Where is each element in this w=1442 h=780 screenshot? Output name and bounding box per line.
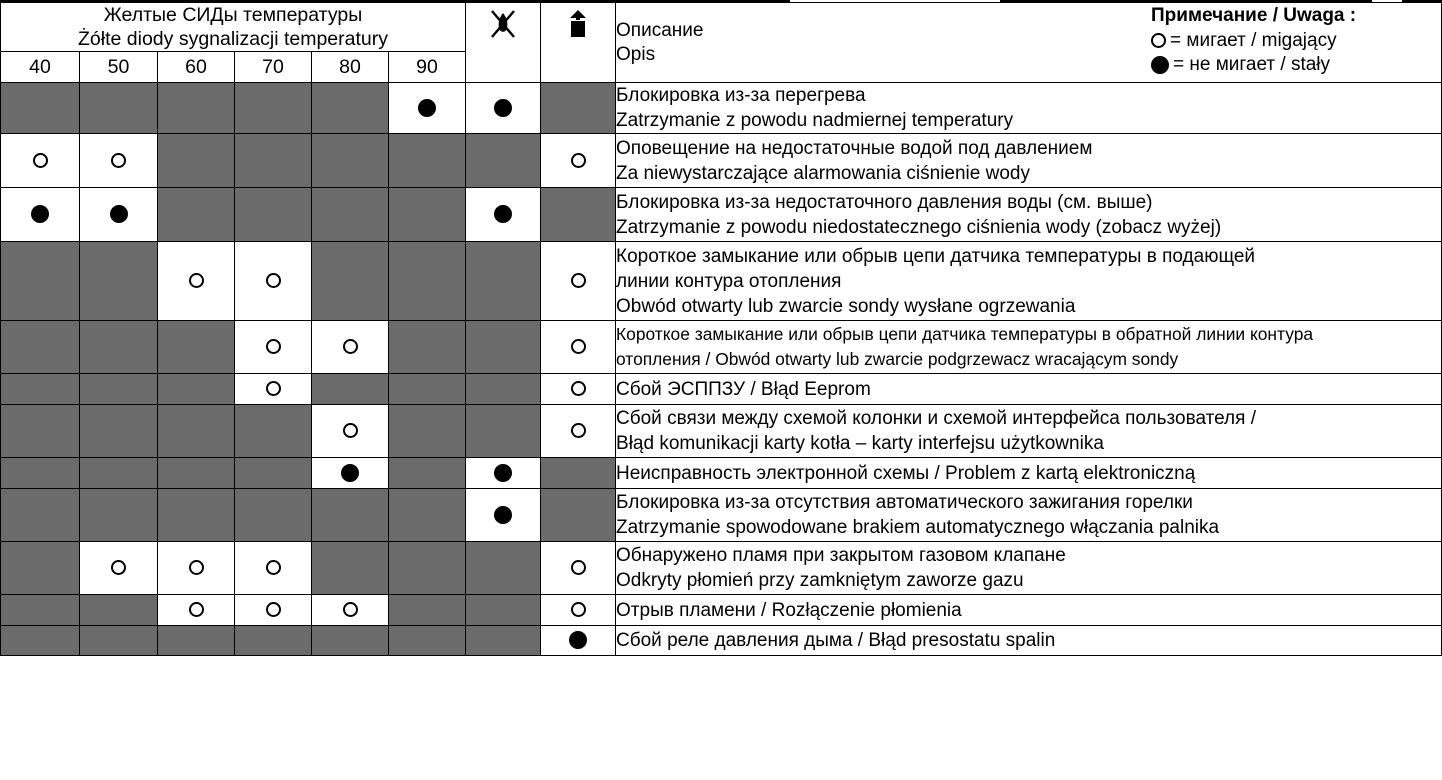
led-40-cell: [1, 188, 80, 242]
table-row: [1, 626, 1442, 656]
led-90-cell: [389, 595, 466, 626]
led-80-cell: [312, 542, 389, 595]
description-cell: [616, 134, 1442, 188]
header-row-titles: [1, 3, 1442, 52]
led-50-cell: [80, 321, 158, 374]
blinking-led-icon: [571, 273, 586, 288]
yellow-leds-title-pl: Żółte diody sygnalizacji temperatury: [78, 28, 388, 50]
led-70-cell: [235, 242, 312, 321]
description-title-pl: Opis: [616, 43, 656, 65]
description-line: Odkryty płomień przy zamkniętym zaworze gazu: [616, 570, 1024, 591]
description-line: Obwód otwarty lub zwarcie sondy wysłane ogrzewania: [616, 295, 1076, 317]
flame-lockout-icon: [490, 9, 516, 39]
table-row: [1, 134, 1442, 188]
led-80-cell: [312, 595, 389, 626]
led-80-cell: [312, 83, 389, 134]
led-40-cell: [1, 83, 80, 134]
led-40-cell: [1, 626, 80, 656]
led-90-cell: [389, 374, 466, 405]
description-line: Zatrzymanie z powodu nadmiernej temperatury: [616, 110, 1014, 131]
led-70-cell: [235, 595, 312, 626]
led-70-cell: [235, 374, 312, 405]
led-error-table: [0, 2, 1442, 656]
led-80-cell: [312, 188, 389, 242]
flame-lockout-cell: [466, 405, 541, 458]
blinking-led-icon: [571, 602, 586, 617]
led-40-cell: [1, 134, 80, 188]
note-steady: = не мигает / stały: [1173, 54, 1331, 75]
led-90-cell: [389, 489, 466, 542]
description-cell: [616, 374, 1442, 405]
chimney-cell: [541, 626, 616, 656]
table-row: [1, 405, 1442, 458]
blinking-led-icon: [266, 339, 281, 354]
description-cell: [616, 542, 1442, 595]
led-90-cell: [389, 83, 466, 134]
blinking-legend-icon: [1151, 33, 1166, 48]
led-70-cell: [235, 626, 312, 656]
temp-50-header: 50: [80, 52, 158, 83]
led-60-cell: [158, 489, 235, 542]
flame-lockout-cell: [466, 134, 541, 188]
description-line: Блокировка из-за недостаточного давления воды (см. выше): [616, 191, 1153, 213]
table-row: [1, 595, 1442, 626]
led-70-cell: [235, 489, 312, 542]
led-90-cell: [389, 405, 466, 458]
led-70-cell: [235, 321, 312, 374]
note-blinking: = мигает / migający: [1170, 29, 1337, 51]
led-90-cell: [389, 188, 466, 242]
chimney-icon: [568, 9, 588, 39]
description-cell: [616, 595, 1442, 626]
description-cell: [616, 83, 1442, 134]
led-50-cell: [80, 542, 158, 595]
led-60-cell: [158, 374, 235, 405]
temp-70-header: 70: [235, 52, 312, 83]
led-80-cell: [312, 242, 389, 321]
flame-lockout-cell: [466, 542, 541, 595]
description-line: Блокировка из-за отсутствия автоматического зажигания горелки: [616, 492, 1193, 513]
led-90-cell: [389, 626, 466, 656]
description-cell: [616, 458, 1442, 489]
description-cell: [616, 321, 1442, 374]
blinking-led-icon: [266, 602, 281, 617]
chimney-cell: [541, 489, 616, 542]
blinking-led-icon: [189, 273, 204, 288]
led-70-cell: [235, 134, 312, 188]
flame-lockout-header: [466, 3, 541, 83]
description-header: [616, 3, 1442, 83]
flame-lockout-cell: [466, 458, 541, 489]
table-row: [1, 458, 1442, 489]
chimney-cell: [541, 405, 616, 458]
led-40-cell: [1, 321, 80, 374]
led-40-cell: [1, 374, 80, 405]
flame-lockout-cell: [466, 83, 541, 134]
chimney-header: [541, 3, 616, 83]
led-80-cell: [312, 626, 389, 656]
led-60-cell: [158, 321, 235, 374]
blinking-led-icon: [189, 602, 204, 617]
description-line: отопления / Obwód otwarty lub zwarcie podgrzewacz wracającym sondy: [616, 349, 1179, 369]
flame-lockout-cell: [466, 321, 541, 374]
steady-led-icon: [110, 205, 128, 223]
table-row: [1, 489, 1442, 542]
led-70-cell: [235, 542, 312, 595]
description-line: Блокировка из-за перегрева: [616, 85, 866, 106]
led-70-cell: [235, 83, 312, 134]
led-70-cell: [235, 458, 312, 489]
led-60-cell: [158, 626, 235, 656]
blinking-led-icon: [266, 560, 281, 575]
description-line: Сбой реле давления дыма / Błąd presostatu spalin: [616, 630, 1056, 651]
temp-90-header: 90: [389, 52, 466, 83]
led-50-cell: [80, 626, 158, 656]
led-50-cell: [80, 134, 158, 188]
temp-80-header: 80: [312, 52, 389, 83]
led-80-cell: [312, 405, 389, 458]
description-cell: [616, 626, 1442, 656]
steady-led-icon: [494, 205, 512, 223]
legend-note: [1151, 4, 1356, 78]
temp-40-header: 40: [1, 52, 80, 83]
flame-lockout-cell: [466, 626, 541, 656]
led-60-cell: [158, 242, 235, 321]
led-90-cell: [389, 321, 466, 374]
led-50-cell: [80, 188, 158, 242]
description-line: Обнаружено пламя при закрытом газовом клапане: [616, 545, 1066, 566]
chimney-cell: [541, 595, 616, 626]
led-80-cell: [312, 458, 389, 489]
led-50-cell: [80, 374, 158, 405]
led-60-cell: [158, 405, 235, 458]
chimney-cell: [541, 458, 616, 489]
steady-led-icon: [341, 464, 359, 482]
steady-led-icon: [494, 464, 512, 482]
led-40-cell: [1, 542, 80, 595]
temp-60-header: 60: [158, 52, 235, 83]
led-90-cell: [389, 134, 466, 188]
description-line: Błąd komunikacji karty kotła – karty interfejsu użytkownika: [616, 433, 1104, 454]
blinking-led-icon: [343, 602, 358, 617]
blinking-led-icon: [111, 153, 126, 168]
blinking-led-icon: [343, 339, 358, 354]
table-row: [1, 83, 1442, 134]
steady-legend-icon: [1151, 56, 1169, 74]
led-50-cell: [80, 405, 158, 458]
led-40-cell: [1, 405, 80, 458]
description-line: Сбой связи между схемой колонки и схемой интерфейса пользователя /: [616, 408, 1256, 429]
chimney-cell: [541, 542, 616, 595]
led-80-cell: [312, 134, 389, 188]
led-60-cell: [158, 134, 235, 188]
table-row: [1, 542, 1442, 595]
description-line: Отрыв пламени / Rozłączenie płomienia: [616, 599, 962, 621]
led-90-cell: [389, 242, 466, 321]
steady-led-icon: [569, 631, 587, 649]
led-80-cell: [312, 374, 389, 405]
chimney-cell: [541, 374, 616, 405]
blinking-led-icon: [343, 423, 358, 438]
flame-lockout-cell: [466, 595, 541, 626]
flame-lockout-cell: [466, 188, 541, 242]
led-40-cell: [1, 489, 80, 542]
description-line: Za niewystarczające alarmowania ciśnienie wody: [616, 162, 1030, 184]
chimney-cell: [541, 83, 616, 134]
led-50-cell: [80, 458, 158, 489]
steady-led-icon: [494, 506, 512, 524]
table-row: [1, 374, 1442, 405]
flame-lockout-cell: [466, 374, 541, 405]
led-50-cell: [80, 242, 158, 321]
description-line: Сбой ЭСППЗУ / Błąd Eeprom: [616, 378, 871, 400]
description-line: Zatrzymanie z powodu niedostatecznego ciśnienia wody (zobacz wyżej): [616, 216, 1222, 238]
table-row: [1, 321, 1442, 374]
blinking-led-icon: [571, 153, 586, 168]
led-60-cell: [158, 83, 235, 134]
description-line: Короткое замыкание или обрыв цепи датчика температуры в обратной линии контура: [616, 324, 1314, 344]
led-40-cell: [1, 458, 80, 489]
description-line: Оповещение на недостаточные водой под давлением: [616, 137, 1093, 159]
blinking-led-icon: [266, 381, 281, 396]
chimney-cell: [541, 134, 616, 188]
yellow-leds-title-ru: Желтые СИДы температуры: [103, 4, 363, 26]
description-cell: [616, 242, 1442, 321]
blinking-led-icon: [571, 381, 586, 396]
led-60-cell: [158, 542, 235, 595]
blinking-led-icon: [571, 560, 586, 575]
note-title: Примечание / Uwaga :: [1151, 5, 1357, 26]
description-cell: [616, 405, 1442, 458]
description-line: Неисправность электронной схемы / Problem z kartą elektroniczną: [616, 462, 1196, 484]
description-cell: [616, 489, 1442, 542]
led-60-cell: [158, 458, 235, 489]
steady-led-icon: [418, 99, 436, 117]
description-line: линии контура отопления: [616, 270, 842, 292]
description-line: Короткое замыкание или обрыв цепи датчика температуры в подающей: [616, 245, 1256, 267]
led-70-cell: [235, 405, 312, 458]
blinking-led-icon: [189, 560, 204, 575]
led-80-cell: [312, 321, 389, 374]
flame-lockout-cell: [466, 242, 541, 321]
table-row: [1, 188, 1442, 242]
blinking-led-icon: [571, 423, 586, 438]
blinking-led-icon: [33, 153, 48, 168]
chimney-cell: [541, 188, 616, 242]
led-50-cell: [80, 595, 158, 626]
led-50-cell: [80, 489, 158, 542]
led-70-cell: [235, 188, 312, 242]
description-cell: [616, 188, 1442, 242]
blinking-led-icon: [571, 339, 586, 354]
blinking-led-icon: [111, 560, 126, 575]
led-60-cell: [158, 595, 235, 626]
led-80-cell: [312, 489, 389, 542]
blinking-led-icon: [266, 273, 281, 288]
led-90-cell: [389, 458, 466, 489]
steady-led-icon: [494, 99, 512, 117]
yellow-leds-header: [1, 3, 466, 52]
led-40-cell: [1, 242, 80, 321]
flame-lockout-cell: [466, 489, 541, 542]
chimney-cell: [541, 321, 616, 374]
led-50-cell: [80, 83, 158, 134]
table-row: [1, 242, 1442, 321]
description-line: Zatrzymanie spowodowane brakiem automatycznego włączania palnika: [616, 517, 1220, 538]
led-40-cell: [1, 595, 80, 626]
chimney-cell: [541, 242, 616, 321]
led-60-cell: [158, 188, 235, 242]
led-90-cell: [389, 542, 466, 595]
steady-led-icon: [31, 205, 49, 223]
description-title-ru: Описание: [616, 19, 704, 41]
